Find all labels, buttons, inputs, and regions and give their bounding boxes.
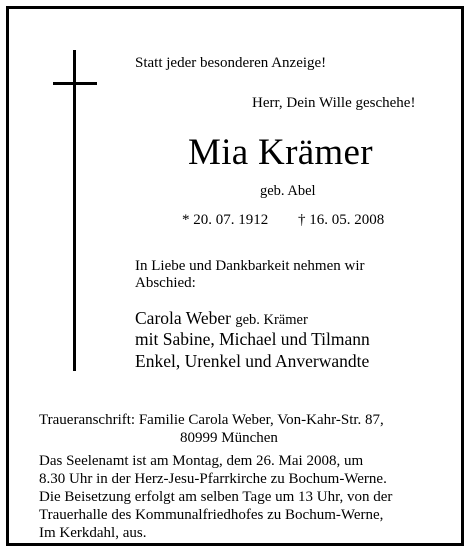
info-line-2: 8.30 Uhr in der Herz-Jesu-Pfarrkirche zu Bochum-Werne. xyxy=(39,471,387,487)
info-line-5: Im Kerkdahl, aus. xyxy=(39,525,147,541)
intro-line: Statt jeder besonderen Anzeige! xyxy=(135,55,327,71)
info-line-3: Die Beisetzung erfolgt am selben Tage um 13 Uhr, von der xyxy=(39,489,393,505)
address-line-2: 80999 München xyxy=(180,430,278,446)
maiden-name: geb. Abel xyxy=(260,183,316,199)
deceased-name: Mia Krämer xyxy=(188,132,373,173)
family-line-1 xyxy=(135,308,308,329)
farewell-line-1: In Liebe und Dankbarkeit nehmen wir xyxy=(135,258,365,274)
family-member-name: Carola Weber xyxy=(135,308,231,328)
info-line-1: Das Seelenamt ist am Montag, dem 26. Mai 2008, um xyxy=(39,453,364,469)
farewell-line-2: Abschied: xyxy=(135,275,196,291)
cross-icon-bar xyxy=(53,82,97,85)
birth-date: * 20. 07. 1912 xyxy=(182,212,269,228)
cross-icon xyxy=(73,50,76,371)
death-date: † 16. 05. 2008 xyxy=(298,212,385,228)
address-line-1: Traueranschrift: Familie Carola Weber, Von-Kahr-Str. 87, xyxy=(39,412,384,428)
family-line-3: Enkel, Urenkel und Anverwandte xyxy=(135,351,370,371)
info-line-4: Trauerhalle des Kommunalfriedhofes zu Bochum-Werne, xyxy=(39,507,384,523)
family-member-born: geb. Krämer xyxy=(235,312,308,328)
obituary-notice xyxy=(6,6,464,546)
quote-line: Herr, Dein Wille geschehe! xyxy=(252,95,416,111)
family-line-2: mit Sabine, Michael und Tilmann xyxy=(135,329,370,349)
